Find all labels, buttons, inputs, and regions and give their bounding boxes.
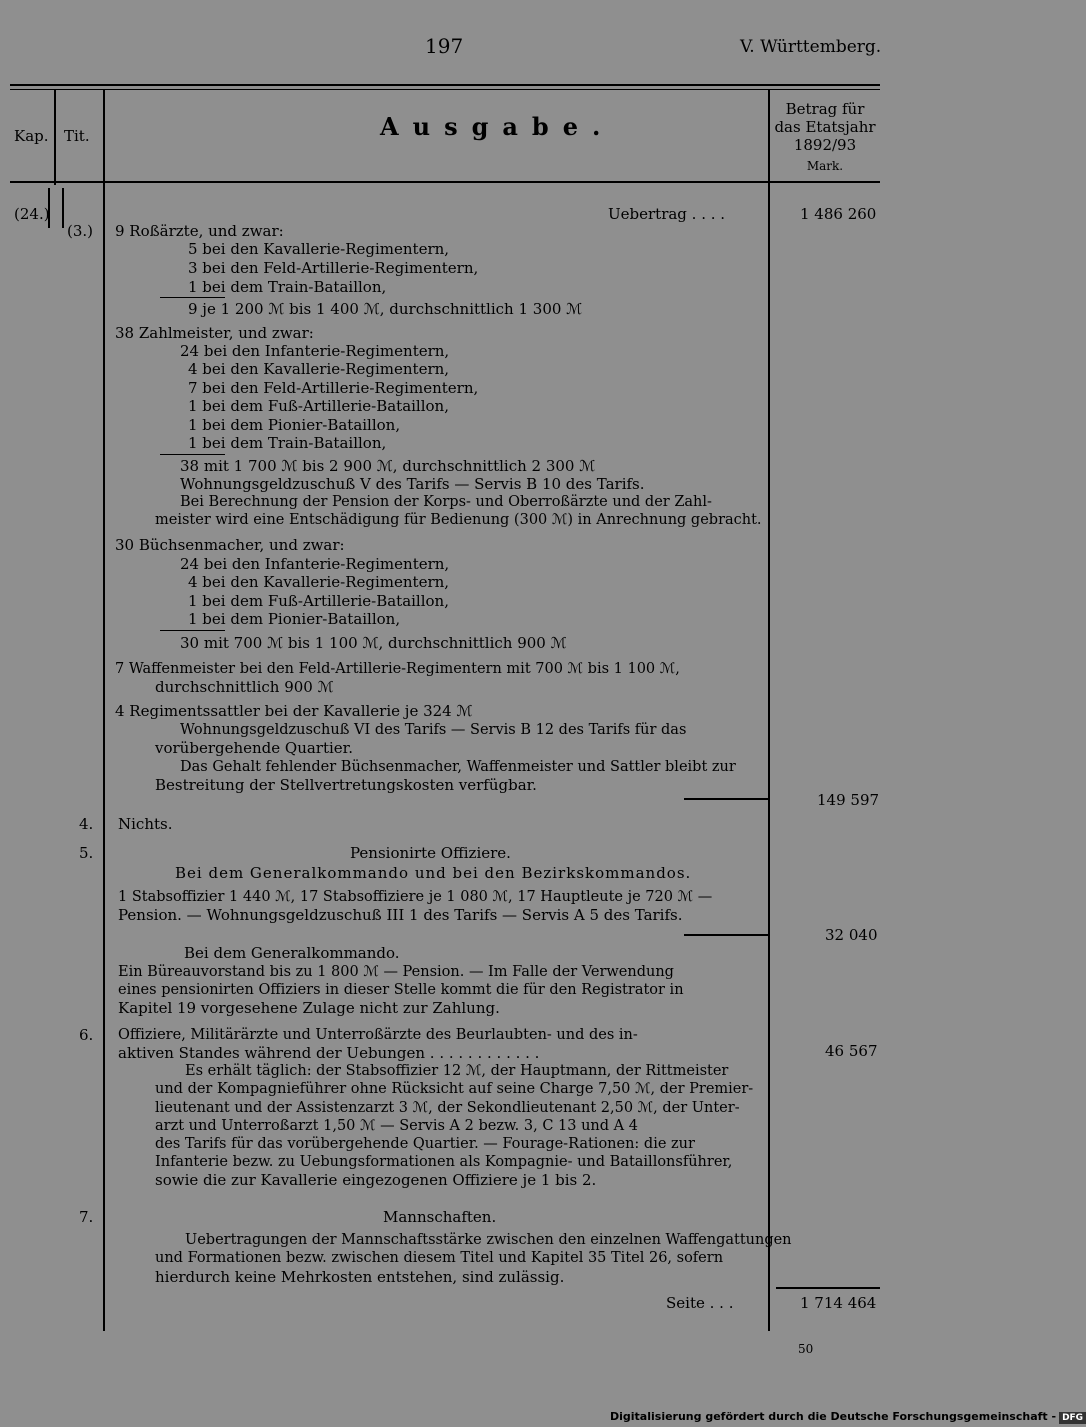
block3-total: 30 mit 700 ℳ bis 1 100 ℳ, durchschnittlich 900 ℳ: [180, 634, 567, 652]
uebertrag-label: Uebertrag . . . .: [608, 205, 726, 223]
tit7-line: und Formationen bezw. zwischen diesem Titel und Kapitel 35 Titel 26, sofern: [155, 1250, 724, 1266]
header-bottom-rule: [10, 181, 880, 183]
betrag-line2: das Etatsjahr: [774, 118, 876, 136]
sum-rule: [160, 630, 225, 631]
tit6-line: lieutenant und der Assistenzarzt 3 ℳ, der Sekondlieutenant 2,50 ℳ, der Unter-: [155, 1100, 740, 1116]
kap-value: (24.): [14, 205, 50, 223]
block1-line: 1 bei dem Train-Bataillon,: [188, 278, 387, 296]
block2-line: 1 bei dem Pionier-Bataillon,: [188, 416, 401, 434]
tit6-line: aktiven Standes während der Uebungen . . . . . . . . . . . .: [118, 1044, 540, 1062]
tit5-number: 5.: [79, 844, 94, 862]
tit7-heading: Mannschaften.: [383, 1208, 497, 1226]
kap-column-rule: [54, 89, 56, 185]
tit6-line: Es erhält täglich: der Stabsoffizier 12 ℳ, der Hauptmann, der Rittmeister: [185, 1063, 729, 1079]
block2-line: 1 bei dem Fuß-Artillerie-Bataillon,: [188, 397, 449, 415]
state-heading: V. Württemberg.: [740, 37, 882, 57]
tit6-line: Infanterie bezw. zu Uebungsformationen als Kompagnie- und Bataillonsführer,: [155, 1154, 733, 1170]
block1-total: 9 je 1 200 ℳ bis 1 400 ℳ, durchschnittlich 1 300 ℳ: [188, 300, 583, 318]
block3-line: 24 bei den Infanterie-Regimentern,: [180, 555, 450, 573]
block3-line: 1 bei dem Fuß-Artillerie-Bataillon,: [188, 592, 449, 610]
tit-header: Tit.: [64, 127, 90, 145]
betrag-line3: 1892/93: [793, 136, 857, 154]
block1-line: 3 bei den Feld-Artillerie-Regimentern,: [188, 259, 479, 277]
block2-line: 1 bei dem Train-Bataillon,: [188, 434, 387, 452]
tit5-subheading: Bei dem Generalkommando und bei den Bezirkskommandos.: [175, 864, 692, 882]
dfg-credit-text: Digitalisierung gefördert durch die Deutsche Forschungsgemeinschaft -: [610, 1410, 1057, 1423]
tit7-line: hierdurch keine Mehrkosten entstehen, sind zulässig.: [155, 1268, 565, 1286]
tit5-line: eines pensionirten Offiziers in dieser Stelle kommt die für den Registrator in: [118, 982, 684, 998]
top-rule-thin: [10, 89, 880, 90]
block2-line: 4 bei den Kavallerie-Regimentern,: [188, 360, 450, 378]
page-number: 197: [425, 34, 464, 58]
betrag-column-rule: [768, 89, 770, 1331]
tit6-line: sowie die zur Kavallerie eingezogenen Offiziere je 1 bis 2.: [155, 1171, 597, 1189]
top-rule: [10, 84, 880, 86]
amount-tit3: 149 597: [817, 791, 880, 809]
tit6-line: arzt und Unterroßarzt 1,50 ℳ — Servis A 2 bezw. 3, C 13 und A 4: [155, 1118, 638, 1134]
block2-line: 38 Zahlmeister, und zwar:: [115, 324, 314, 342]
total-rule: [776, 1287, 880, 1289]
ausgabe-header: Ausgabe.: [380, 112, 615, 141]
tit5-line: Pension. — Wohnungsgeldzuschuß III 1 des Tarifs — Servis A 5 des Tarifs.: [118, 906, 683, 924]
betrag-line1: Betrag für: [785, 100, 865, 118]
block3-line: 30 Büchsenmacher, und zwar:: [115, 536, 345, 554]
tit5-heading: Pensionirte Offiziere.: [350, 844, 511, 862]
block2-line: Wohnungsgeldzuschuß V des Tarifs — Servis B 10 des Tarifs.: [180, 475, 645, 493]
subtotal-rule: [684, 798, 770, 800]
tit7-number: 7.: [79, 1208, 94, 1226]
block3-line: 1 bei dem Pionier-Bataillon,: [188, 610, 401, 628]
dfg-credit: [610, 1410, 1086, 1424]
sum-rule: [160, 454, 225, 455]
tit4-text: Nichts.: [118, 815, 173, 833]
tit-bracket-rule: [62, 188, 64, 228]
block3-line: 4 bei den Kavallerie-Regimentern,: [188, 573, 450, 591]
seite-amount: 1 714 464: [800, 1294, 877, 1312]
seite-label: Seite . . .: [666, 1294, 734, 1312]
uebertrag-amount: 1 486 260: [800, 205, 877, 223]
tit5-line: 1 Stabsoffizier 1 440 ℳ, 17 Stabsoffiziere je 1 080 ℳ, 17 Hauptleute je 720 ℳ —: [118, 889, 713, 905]
block5-line: Das Gehalt fehlender Büchsenmacher, Waffenmeister und Sattler bleibt zur: [180, 759, 736, 775]
block1-line: 9 Roßärzte, und zwar:: [115, 222, 284, 240]
tit5-line: Ein Büreauvorstand bis zu 1 800 ℳ — Pension. — Im Falle der Verwendung: [118, 964, 674, 980]
tit6-line: Offiziere, Militärärzte und Unterroßärzte des Beurlaubten- und des in-: [118, 1027, 638, 1043]
tit5-line: Kapitel 19 vorgesehene Zulage nicht zur Zahlung.: [118, 999, 500, 1017]
block5-line: 4 Regimentssattler bei der Kavallerie je 324 ℳ: [115, 702, 473, 720]
block2-line: meister wird eine Entschädigung für Bedienung (300 ℳ) in Anrechnung gebracht.: [155, 512, 762, 528]
betrag-unit: Mark.: [806, 159, 844, 173]
tit6-number: 6.: [79, 1026, 94, 1044]
sheet-number: 50: [798, 1342, 814, 1356]
block2-line: 7 bei den Feld-Artillerie-Regimentern,: [188, 379, 479, 397]
tit-column-rule: [103, 89, 105, 1331]
tit6-line: und der Kompagnieführer ohne Rücksicht auf seine Charge 7,50 ℳ, der Premier-: [155, 1081, 754, 1097]
block2-line: 24 bei den Infanterie-Regimentern,: [180, 342, 450, 360]
amount-tit6: 46 567: [825, 1042, 878, 1060]
block4-line: durchschnittlich 900 ℳ: [155, 678, 334, 696]
dfg-logo: DFG: [1059, 1412, 1086, 1424]
amount-tit5: 32 040: [825, 926, 878, 944]
block5-line: Wohnungsgeldzuschuß VI des Tarifs — Servis B 12 des Tarifs für das: [180, 722, 687, 738]
block5-line: Bestreitung der Stellvertretungskosten verfügbar.: [155, 776, 537, 794]
block4-line: 7 Waffenmeister bei den Feld-Artillerie-Regimentern mit 700 ℳ bis 1 100 ℳ,: [115, 661, 680, 677]
block2-total: 38 mit 1 700 ℳ bis 2 900 ℳ, durchschnittlich 2 300 ℳ: [180, 457, 596, 475]
sum-rule: [160, 297, 225, 298]
subtotal-rule: [684, 934, 770, 936]
kap-header: Kap.: [14, 127, 49, 145]
block2-line: Bei Berechnung der Pension der Korps- und Oberroßärzte und der Zahl-: [180, 494, 712, 510]
betrag-header: [770, 100, 880, 175]
block1-line: 5 bei den Kavallerie-Regimentern,: [188, 240, 450, 258]
tit-value: (3.): [67, 222, 94, 240]
tit7-line: Uebertragungen der Mannschaftsstärke zwischen den einzelnen Waffengattungen: [185, 1232, 792, 1248]
tit6-line: des Tarifs für das vorübergehende Quartier. — Fourage-Rationen: die zur: [155, 1136, 695, 1152]
tit4-number: 4.: [79, 815, 94, 833]
tit5-subheading2: Bei dem Generalkommando.: [184, 944, 400, 962]
block5-line: vorübergehende Quartier.: [155, 739, 353, 757]
